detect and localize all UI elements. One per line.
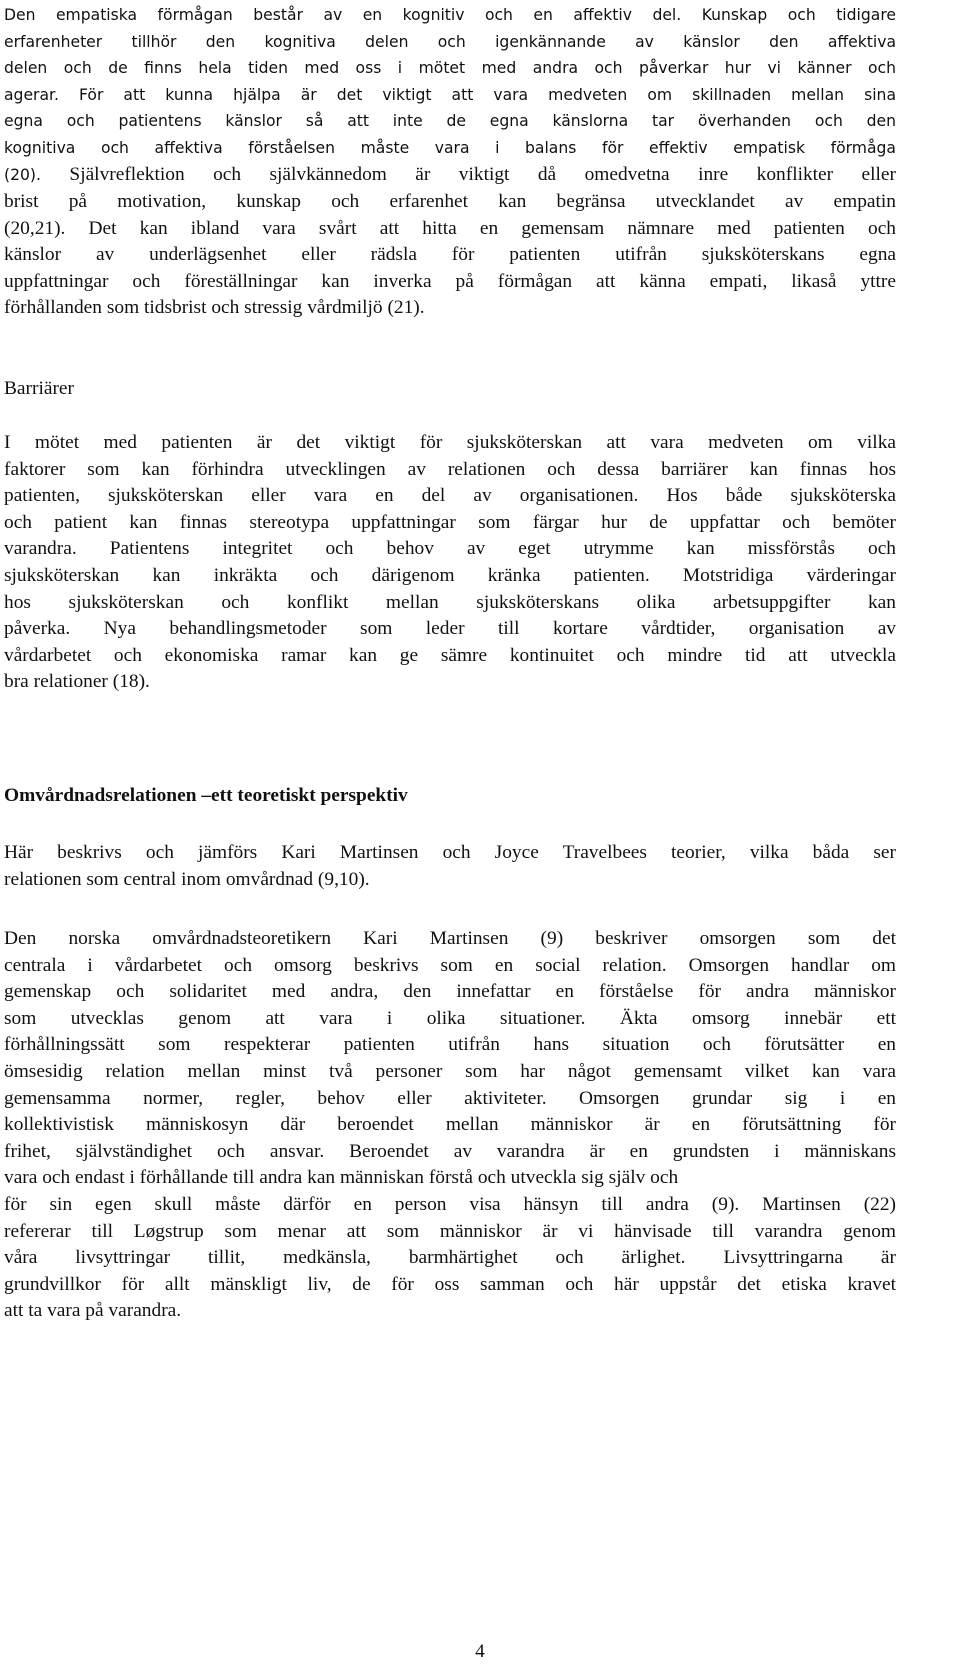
text-line: hos sjuksköterskan och konflikt mellan sjuksköterskans olika arbetsuppgifter kan	[4, 591, 896, 613]
text-line: som utvecklas genom att vara i olika situationer. Äkta omsorg innebär ett	[4, 1007, 896, 1029]
text-line: Den norska omvårdnadsteoretikern Kari Martinsen (9) beskriver omsorgen som det	[4, 928, 896, 949]
text-line: förhållningssätt som respekterar patienten utifrån hans situation och förutsätter en	[4, 1034, 896, 1056]
text-line: kollektivistisk människosyn där beroendet mellan människor är en förutsättning för	[4, 1114, 896, 1136]
paragraph-empathy-part1	[4, 2, 896, 162]
text-line: grundvillkor för allt mänskligt liv, de för oss samman och här uppstår det etiska kravet	[4, 1273, 896, 1295]
text-line: erfarenheter tillhör den kognitiva delen och igenkännande av känslor den affektiva	[4, 32, 896, 51]
text-line: påverka. Nya behandlingsmetoder som leder till kortare vårdtider, organisation av	[4, 618, 896, 640]
paragraph-empathy-part2	[4, 189, 896, 322]
text-line: och patient kan finnas stereotypa uppfattningar som färgar hur de uppfattar och bemöter	[4, 511, 896, 533]
text-line: gemensamma normer, regler, behov eller aktiviteter. Omsorgen grundar sig i en	[4, 1087, 896, 1109]
text-line: våra livsyttringar tillit, medkänsla, barmhärtighet och ärlighet. Livsyttringarna är	[4, 1247, 896, 1269]
text-line: agerar. För att kunna hjälpa är det viktigt att vara medveten om skillnaden mellan sina	[4, 85, 896, 104]
text-line: kognitiva och affektiva förståelsen måste vara i balans för effektiv empatisk förmåga	[4, 138, 896, 157]
text-line: bra relationer (18).	[4, 671, 150, 693]
text-line: sjuksköterskan kan inkräkta och därigenom kränka patienten. Motstridiga värderingar	[4, 564, 896, 586]
text-line: uppfattningar och föreställningar kan inverka på förmågan att känna empati, likaså yttre	[4, 270, 896, 292]
subheading-barriers: Barriärer	[4, 378, 74, 399]
text-line: egna och patientens känslor så att inte de egna känslorna tar överhanden och den	[4, 112, 896, 131]
page-number: 4	[475, 1641, 485, 1662]
paragraph-empathy-mixed-line	[4, 162, 896, 189]
text-fragment: (20).	[4, 166, 41, 184]
paragraph-martinsen	[4, 926, 896, 1325]
text-line: vårdarbetet och ekonomiska ramar kan ge sämre kontinuitet och mindre tid att utveckla	[4, 644, 896, 666]
text-line: varandra. Patientens integritet och behov av eget utrymme kan missförstås och	[4, 538, 896, 560]
text-line: frihet, självständighet och ansvar. Beroendet av varandra är en grundsten i människans	[4, 1140, 896, 1162]
text-line: relationen som central inom omvårdnad (9,10).	[4, 868, 370, 890]
text-line: patienten, sjuksköterskan eller vara en del av organisationen. Hos både sjuksköterska	[4, 485, 896, 507]
text-line: centrala i vårdarbetet och omsorg beskrivs som en social relation. Omsorgen handlar om	[4, 954, 896, 976]
text-line: Här beskrivs och jämförs Kari Martinsen och Joyce Travelbees teorier, vilka båda ser	[4, 842, 896, 863]
text-line: refererar till Løgstrup som menar att som människor är vi hänvisade till varandra genom	[4, 1220, 896, 1242]
section-heading: Omvårdnadsrelationen –ett teoretiskt perspektiv	[4, 785, 408, 806]
text-line: (20,21). Det kan ibland vara svårt att hitta en gemensam nämnare med patienten och	[4, 217, 896, 239]
paragraph-intro-theories	[4, 840, 896, 893]
text-line: brist på motivation, kunskap och erfarenhet kan begränsa utvecklandet av empatin	[4, 191, 896, 212]
text-line: känslor av underlägsenhet eller rädsla för patienten utifrån sjuksköterskans egna	[4, 244, 896, 266]
text-line: vara och endast i förhållande till andra kan människan förstå och utveckla sig själv och	[4, 1167, 679, 1189]
text-fragment: Självreflektion och självkännedom är viktigt då omedvetna inre konflikter eller	[69, 164, 896, 185]
text-line: faktorer som kan förhindra utvecklingen av relationen och dessa barriärer kan finnas hos	[4, 458, 896, 480]
text-line: I mötet med patienten är det viktigt för sjuksköterskan att vara medveten om vilka	[4, 432, 896, 453]
text-line: Den empatiska förmågan består av en kognitiv och en affektiv del. Kunskap och tidigare	[4, 6, 896, 24]
text-line: delen och de finns hela tiden med oss i mötet med andra och påverkar hur vi känner och	[4, 59, 896, 78]
text-line: gemenskap och solidaritet med andra, den innefattar en förståelse för andra människor	[4, 981, 896, 1003]
text-line: förhållanden som tidsbrist och stressig vårdmiljö (21).	[4, 297, 425, 319]
text-line: att ta vara på varandra.	[4, 1300, 182, 1322]
paragraph-barriers	[4, 430, 896, 696]
text-line: för sin egen skull måste därför en person visa hänsyn till andra (9). Martinsen (22)	[4, 1193, 896, 1215]
text-line: ömsesidig relation mellan minst två personer som har något gemensamt vilket kan vara	[4, 1060, 896, 1082]
